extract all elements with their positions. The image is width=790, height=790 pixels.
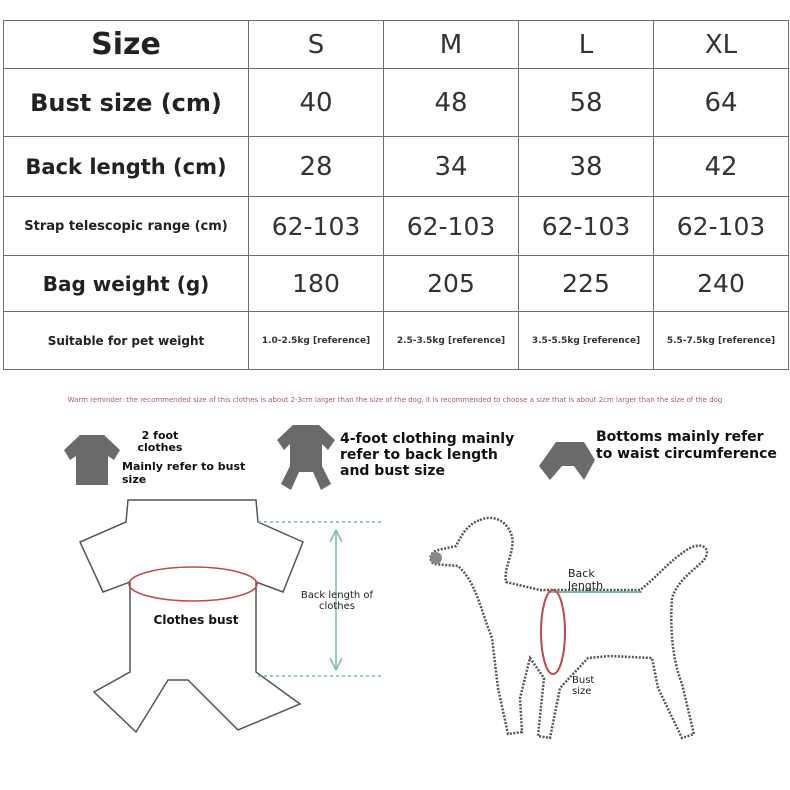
table-cell: 225 [519,256,654,312]
back-length-clothes-label: Back length of clothes [300,590,374,612]
table-cell: 1.0-2.5kg [reference] [249,312,384,370]
table-cell: 2.5-3.5kg [reference] [384,312,519,370]
size-xl: XL [654,21,789,69]
four-foot-clothing-icon [275,422,337,492]
table-row-back-length [4,137,789,197]
table-cell: 62-103 [249,197,384,256]
two-foot-title: 2 foot clothes [137,429,183,454]
table-cell: 34 [384,137,519,197]
table-cell: 38 [519,137,654,197]
table-row-bust [4,69,789,137]
table-cell: 205 [384,256,519,312]
row-label: Bag weight (g) [4,256,249,312]
table-cell: 64 [654,69,789,137]
row-label: Suitable for pet weight [4,312,249,370]
bottoms-icon [538,440,596,482]
warm-reminder: Warm reminder: the recommended size of this clothes is about 2-3cm larger than the size of the dog. it is recommended to choose a size that is about 2cm larger than the size of the dog [67,396,723,404]
table-cell: 42 [654,137,789,197]
row-label: Back length (cm) [4,137,249,197]
table-cell: 62-103 [384,197,519,256]
table-header-row [4,21,789,69]
size-s: S [249,21,384,69]
four-foot-text: 4-foot clothing mainly refer to back length and bust size [340,431,515,479]
table-cell: 62-103 [654,197,789,256]
table-row-strap [4,197,789,256]
table-row-bag-weight [4,256,789,312]
dog-bust-size-label: Bust size [572,675,595,697]
row-label: Strap telescopic range (cm) [4,197,249,256]
table-cell: 40 [249,69,384,137]
dog-back-length-label: Back length [568,567,604,592]
row-label: Bust size (cm) [4,69,249,137]
dog-diagram [420,508,720,744]
clothes-bust-label: Clothes bust [153,613,239,627]
header-size-label: Size [4,21,249,69]
table-cell: 28 [249,137,384,197]
table-cell: 5.5-7.5kg [reference] [654,312,789,370]
size-chart-table [3,20,789,370]
table-cell: 3.5-5.5kg [reference] [519,312,654,370]
size-m: M [384,21,519,69]
two-foot-shirt-icon [62,432,122,488]
table-row-pet-weight [4,312,789,370]
table-cell: 240 [654,256,789,312]
bottoms-text: Bottoms mainly refer to waist circumference [596,429,777,462]
two-foot-note: Mainly refer to bust size [122,460,246,486]
table-cell: 48 [384,69,519,137]
size-l: L [519,21,654,69]
table-cell: 58 [519,69,654,137]
table-cell: 62-103 [519,197,654,256]
table-cell: 180 [249,256,384,312]
